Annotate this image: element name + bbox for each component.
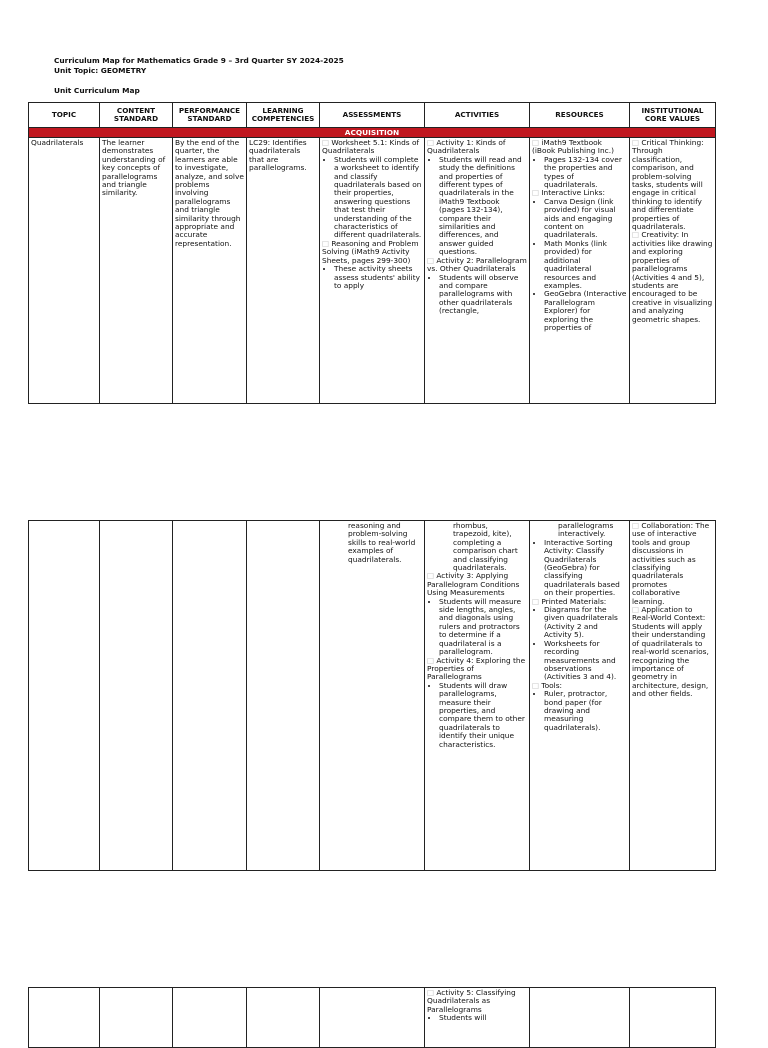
activities-cell bbox=[425, 988, 530, 1048]
table-row bbox=[29, 138, 716, 404]
list-item: • Students will complete a worksheet to identify and classify quadrilaterals based on their properties, answering questions that test their understanding of the characteristics of different quadrilaterals. bbox=[334, 156, 422, 240]
list-item: • Canva Design (link provided) for visual aids and engaging content on quadrilaterals. bbox=[544, 198, 627, 240]
col-content-standard: CONTENT STANDARD bbox=[100, 103, 173, 128]
content-standard-cell bbox=[100, 988, 173, 1048]
performance-standard-cell bbox=[173, 521, 247, 871]
activities-cell bbox=[425, 138, 530, 404]
list-item: • These activity sheets assess students' ability to apply bbox=[334, 265, 422, 290]
resource-heading: □ Tools: bbox=[532, 680, 563, 690]
activity-heading: □ Activity 4: Exploring the Properties of Parallelograms bbox=[427, 655, 526, 682]
value-item: □ Collaboration: The use of interactive tools and group discussions in activities such as classifying quadrilaterals promotes collaborative learning. bbox=[632, 521, 710, 606]
col-activities: ACTIVITIES bbox=[425, 103, 530, 128]
assessments-cell bbox=[320, 521, 425, 871]
list-item: • Students will measure side lengths, angles, and diagonals using rulers and protractors to determine if a quadrilateral is a parallelogram. bbox=[439, 598, 527, 657]
assessments-cell bbox=[320, 988, 425, 1048]
topic-cell bbox=[29, 988, 100, 1048]
assessment-continuation: reasoning and problem-solving skills to real-world examples of quadrilaterals. bbox=[348, 521, 416, 564]
document-title: Curriculum Map for Mathematics Grade 9 – 3rd Quarter SY 2024-2025 bbox=[54, 56, 344, 65]
curriculum-table-page1 bbox=[28, 102, 716, 404]
list-item: • Ruler, protractor, bond paper (for drawing and measuring quadrilaterals). bbox=[544, 690, 627, 732]
list-item: • Math Monks (link provided) for additional quadrilateral resources and examples. bbox=[544, 240, 627, 290]
assessment-heading: □ Worksheet 5.1: Kinds of Quadrilaterals bbox=[322, 138, 420, 156]
resource-heading: □ Printed Materials: bbox=[532, 596, 607, 606]
table-row bbox=[29, 988, 716, 1048]
competency-cell: LC29: Identifies quadrilaterals that are parallelograms. bbox=[247, 138, 320, 404]
list-item: • GeoGebra (Interactive Parallelogram Explorer) for exploring the properties of bbox=[544, 290, 627, 332]
map-label: Unit Curriculum Map bbox=[54, 86, 140, 95]
resource-continuation: parallelograms interactively. bbox=[558, 521, 614, 539]
assessments-cell bbox=[320, 138, 425, 404]
resources-cell bbox=[530, 521, 630, 871]
list-item: • Interactive Sorting Activity: Classify Quadrilaterals (GeoGebra) for classifying quadrilaterals based on their properties. bbox=[544, 539, 627, 598]
content-standard-cell bbox=[100, 521, 173, 871]
activity-heading: □ Activity 5: Classifying Quadrilaterals as Parallelograms bbox=[427, 988, 516, 1014]
value-item: □ Creativity: In activities like drawing and exploring properties of parallelograms (Activities 4 and 5), students are encouraged to be creative in visualizing and analyzing geometric shapes. bbox=[632, 230, 713, 324]
list-item: • Students will draw parallelograms, measure their properties, and compare them to other quadrilaterals to identify their unique characteristics. bbox=[439, 682, 527, 749]
topic-cell: Quadrilaterals bbox=[29, 138, 100, 404]
col-resources: RESOURCES bbox=[530, 103, 630, 128]
list-item: • Students will observe and compare parallelograms with other quadrilaterals (rectangle, bbox=[439, 274, 527, 316]
phase-row bbox=[29, 128, 716, 138]
phase-label: ACQUISITION bbox=[29, 128, 716, 138]
performance-standard-cell bbox=[173, 988, 247, 1048]
resource-heading: □ iMath9 Textbook (iBook Publishing Inc.) bbox=[532, 138, 614, 156]
activity-heading: □ Activity 3: Applying Parallelogram Conditions Using Measurements bbox=[427, 571, 520, 598]
list-item: • Diagrams for the given quadrilaterals (Activity 2 and Activity 5). bbox=[544, 606, 627, 640]
resource-heading: □ Interactive Links: bbox=[532, 188, 605, 198]
activity-heading: □ Activity 1: Kinds of Quadrilaterals bbox=[427, 138, 506, 156]
performance-standard-cell: By the end of the quarter, the learners are able to investigate, analyze, and solve problems involving parallelograms and triangle similarity through appropriate and accurate representation. bbox=[173, 138, 247, 404]
value-item: □ Critical Thinking: Through classification, comparison, and problem-solving tasks, students will engage in critical thinking to identify and differentiate properties of quadrilaterals. bbox=[632, 138, 704, 232]
competency-cell bbox=[247, 988, 320, 1048]
value-item: □ Application to Real-World Context: Students will apply their understanding of quadrilaterals to real-world scenarios, recognizing the importance of geometry in architecture, design, and other fields. bbox=[632, 605, 709, 699]
curriculum-table-page2 bbox=[28, 520, 716, 871]
activity-heading: □ Activity 2: Parallelogram vs. Other Quadrilaterals bbox=[427, 255, 527, 274]
content-standard-cell: The learner demonstrates understanding of key concepts of parallelograms and triangle similarity. bbox=[100, 138, 173, 404]
competency-cell bbox=[247, 521, 320, 871]
list-item: • Pages 132-134 cover the properties and types of quadrilaterals. bbox=[544, 156, 627, 190]
list-item: • Worksheets for recording measurements and observations (Activities 3 and 4). bbox=[544, 640, 627, 682]
col-learning-competencies: LEARNING COMPETENCIES bbox=[247, 103, 320, 128]
col-core-values: INSTITUTIONAL CORE VALUES bbox=[630, 103, 716, 128]
core-values-cell bbox=[630, 138, 716, 404]
core-values-cell bbox=[630, 521, 716, 871]
table-row bbox=[29, 521, 716, 871]
list-item: • Students will bbox=[439, 1014, 527, 1022]
list-item: • Students will read and study the definitions and properties of different types of quadrilaterals in the iMath9 Textbook (pages 132-134), compare their similarities and differences, and answer guided questions. bbox=[439, 156, 527, 257]
activities-cell bbox=[425, 521, 530, 871]
unit-topic: Unit Topic: GEOMETRY bbox=[54, 66, 147, 75]
curriculum-table-page3 bbox=[28, 987, 716, 1048]
col-performance-standard: PERFORMANCE STANDARD bbox=[173, 103, 247, 128]
activity-continuation: rhombus, trapezoid, kite), completing a comparison chart and classifying quadrilaterals. bbox=[453, 521, 518, 573]
resources-cell bbox=[530, 138, 630, 404]
header-row bbox=[29, 103, 716, 128]
topic-cell bbox=[29, 521, 100, 871]
assessment-heading: □ Reasoning and Problem Solving (iMath9 Activity Sheets, pages 299-300) bbox=[322, 238, 419, 265]
resources-cell bbox=[530, 988, 630, 1048]
col-assessments: ASSESSMENTS bbox=[320, 103, 425, 128]
col-topic: TOPIC bbox=[29, 103, 100, 128]
core-values-cell bbox=[630, 988, 716, 1048]
